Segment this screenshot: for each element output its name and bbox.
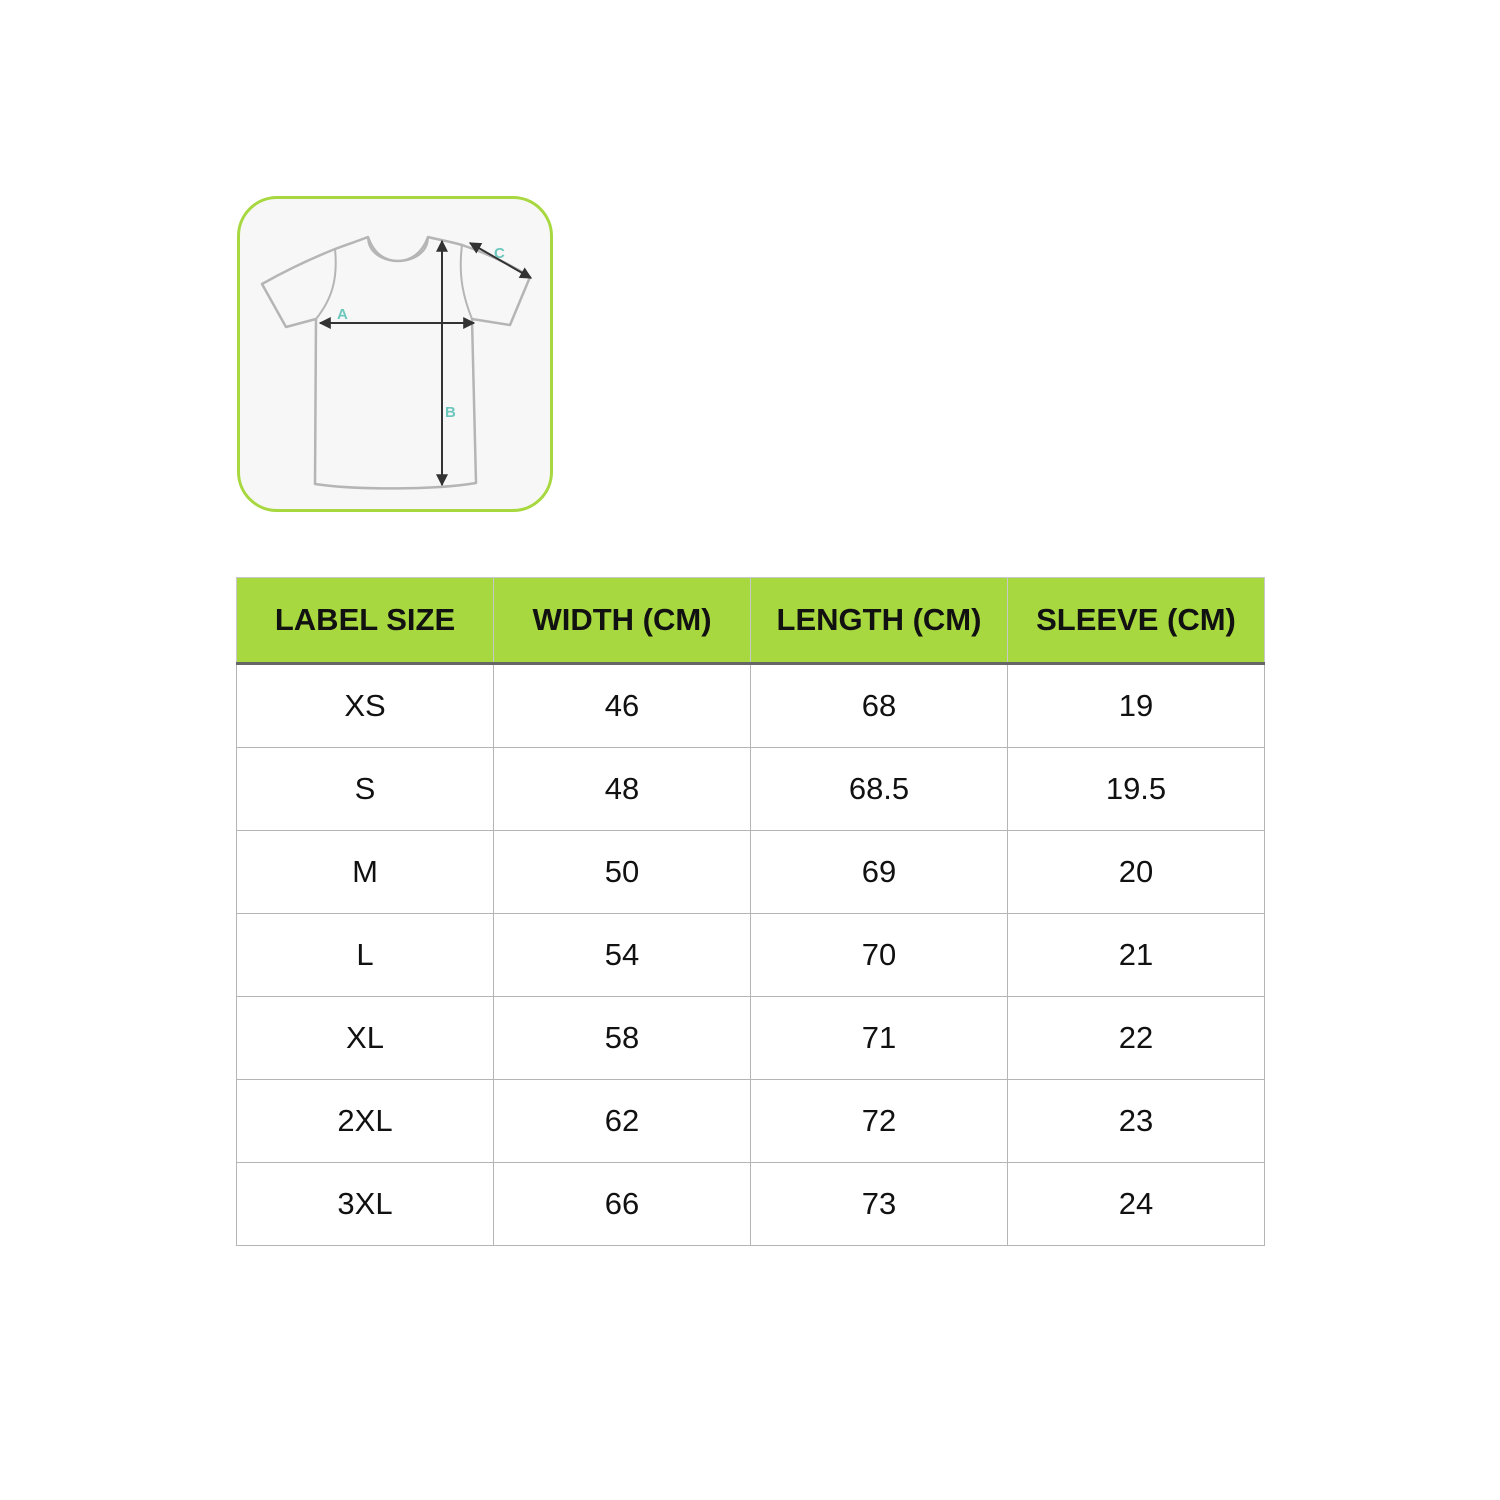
cell-sleeve: 21: [1008, 914, 1265, 997]
cell-size: S: [237, 748, 494, 831]
table-row: [237, 1080, 1265, 1163]
measure-b-label: B: [445, 404, 456, 421]
tshirt-collar: [368, 237, 428, 261]
measure-a-label: A: [337, 306, 348, 323]
cell-width: 48: [494, 748, 751, 831]
tshirt-outline: [262, 237, 530, 488]
cell-width: 58: [494, 997, 751, 1080]
header-sleeve: SLEEVE (CM): [1008, 578, 1265, 664]
cell-sleeve: 19.5: [1008, 748, 1265, 831]
cell-width: 54: [494, 914, 751, 997]
measure-c-label: C: [494, 245, 505, 262]
cell-size: XL: [237, 997, 494, 1080]
header-label-size: LABEL SIZE: [237, 578, 494, 664]
cell-size: M: [237, 831, 494, 914]
cell-length: 68: [751, 664, 1008, 748]
cell-length: 73: [751, 1163, 1008, 1246]
cell-length: 72: [751, 1080, 1008, 1163]
table-row: [237, 914, 1265, 997]
cell-sleeve: 20: [1008, 831, 1265, 914]
left-sleeve-seam: [316, 249, 336, 319]
tshirt-measurement-diagram: [237, 196, 553, 512]
table-header-row: [237, 578, 1265, 664]
cell-width: 50: [494, 831, 751, 914]
cell-length: 71: [751, 997, 1008, 1080]
cell-size: L: [237, 914, 494, 997]
cell-width: 46: [494, 664, 751, 748]
cell-sleeve: 23: [1008, 1080, 1265, 1163]
cell-sleeve: 22: [1008, 997, 1265, 1080]
tshirt-icon: [240, 199, 556, 515]
header-width: WIDTH (CM): [494, 578, 751, 664]
cell-size: XS: [237, 664, 494, 748]
right-sleeve-seam: [461, 245, 472, 319]
cell-length: 70: [751, 914, 1008, 997]
cell-width: 62: [494, 1080, 751, 1163]
table-row: [237, 1163, 1265, 1246]
cell-width: 66: [494, 1163, 751, 1246]
size-chart-table: [236, 577, 1265, 1246]
cell-length: 69: [751, 831, 1008, 914]
cell-sleeve: 19: [1008, 664, 1265, 748]
cell-size: 3XL: [237, 1163, 494, 1246]
table-row: [237, 748, 1265, 831]
cell-length: 68.5: [751, 748, 1008, 831]
cell-sleeve: 24: [1008, 1163, 1265, 1246]
cell-size: 2XL: [237, 1080, 494, 1163]
header-length: LENGTH (CM): [751, 578, 1008, 664]
table-row: [237, 831, 1265, 914]
table-row: [237, 664, 1265, 748]
table-row: [237, 997, 1265, 1080]
